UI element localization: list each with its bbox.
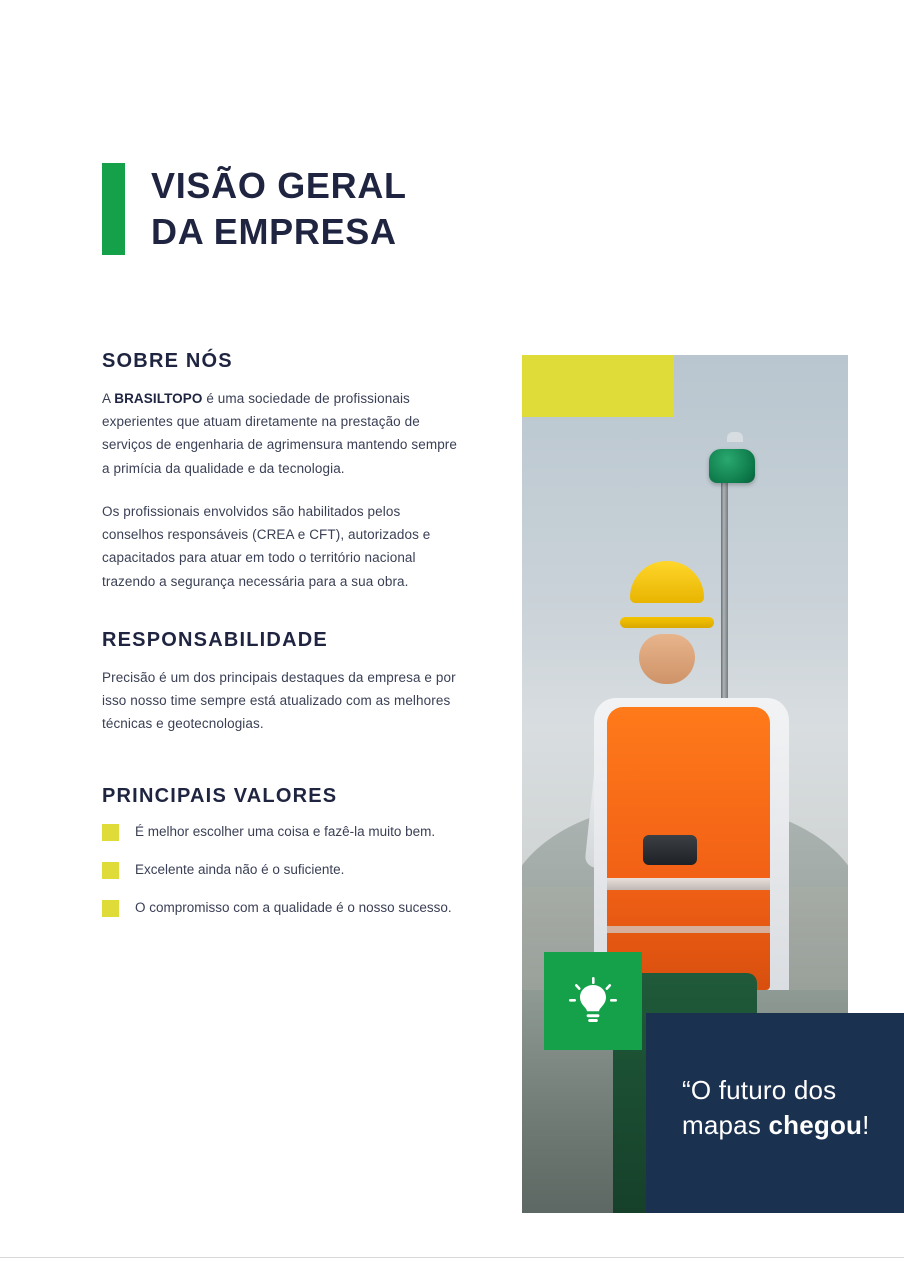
spacer <box>102 613 457 629</box>
quote-text <box>682 1073 904 1143</box>
quote-line-2-suffix: ! <box>862 1110 870 1141</box>
square-bullet-icon <box>102 862 119 879</box>
about-paragraph-1 <box>102 387 457 480</box>
square-bullet-icon <box>102 824 119 841</box>
page-title <box>102 163 407 255</box>
quote-line-2 <box>682 1108 904 1143</box>
about-paragraph-2: Os profissionais envolvidos são habilitados pelos conselhos responsáveis (CREA e CFT), autorizados e capacitados para atuar em todo o território nacional trazendo a segurança necessária para a sua obra. <box>102 503 431 589</box>
values-list <box>102 822 457 917</box>
lightbulb-icon <box>567 975 619 1027</box>
about-paragraph-1-prefix: A <box>102 391 115 406</box>
content-column <box>102 350 457 935</box>
photo-hard-hat-brim <box>620 617 714 628</box>
photo-handheld-controller <box>643 835 697 865</box>
quote-line-1: “O futuro dos <box>682 1075 837 1105</box>
spacer <box>102 755 457 785</box>
company-name: BRASILTOPO <box>114 391 203 406</box>
value-text: É melhor escolher uma coisa e fazê-la muito bem. <box>135 824 436 840</box>
list-item <box>102 822 457 842</box>
values-heading: PRINCIPAIS VALORES <box>102 785 338 808</box>
page-title-text <box>151 163 407 255</box>
about-paragraph-1-suffix: é uma sociedade de profissionais experientes que atuam diretamente na prestação de serviços de engenharia de agrimensura mantendo sempre a primícia da qualidade e da tecnologia. <box>102 391 458 476</box>
footer-divider <box>0 1257 904 1258</box>
page-title-line-2: DA EMPRESA <box>151 211 397 253</box>
quote-line-2-prefix: mapas <box>682 1110 769 1141</box>
photo-antenna-top <box>727 432 743 442</box>
page-title-line-1: VISÃO GERAL <box>151 165 407 206</box>
list-item <box>102 860 457 880</box>
square-bullet-icon <box>102 900 119 917</box>
photo-vest-stripe <box>607 878 770 890</box>
about-heading: SOBRE NÓS <box>102 350 233 372</box>
responsibility-heading: RESPONSABILIDADE <box>102 628 328 651</box>
list-item <box>102 898 457 918</box>
photo-face <box>639 634 695 684</box>
photo-composition <box>522 355 870 1213</box>
responsibility-paragraph: Precisão é um dos principais destaques da empresa e por isso nosso time sempre está atualizado com as melhores técnicas e geotecnologias. <box>102 669 456 732</box>
title-accent-bar <box>102 163 125 255</box>
quote-card <box>646 1013 904 1213</box>
photo-vest-stripe <box>607 926 770 933</box>
value-text: O compromisso com a qualidade é o nosso sucesso. <box>135 899 452 915</box>
idea-badge <box>544 952 642 1050</box>
yellow-accent-block <box>522 355 674 417</box>
photo-gnss-receiver <box>709 449 755 483</box>
quote-emphasis: chegou <box>768 1110 863 1141</box>
value-text: Excelente ainda não é o suficiente. <box>135 861 345 877</box>
